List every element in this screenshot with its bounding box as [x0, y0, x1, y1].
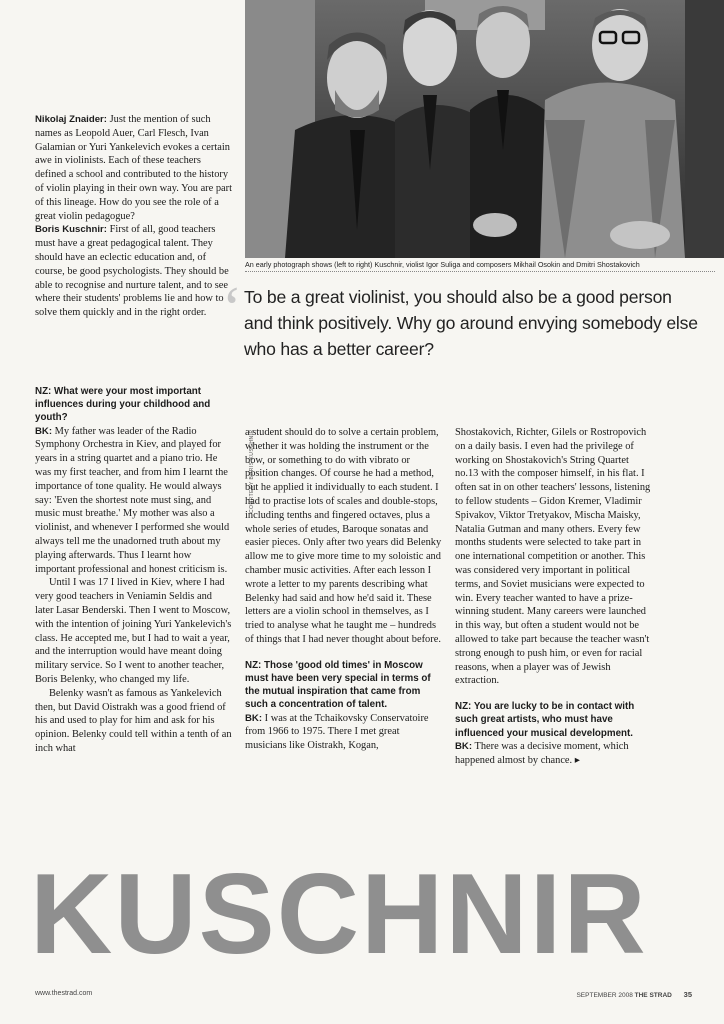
photo-caption: An early photograph shows (left to right) Kuschnir, violist Igor Suliga and composers Mikhail Osokin and Dmitri Shostakovich — [245, 260, 640, 269]
column-two — [245, 426, 443, 753]
body-paragraph: Shostakovich, Richter, Gilels or Rostropovich on a daily basis. I even had the privilege of working on Shostakovich's String Quartet no.13 with the composer himself, in his flat. I often sat in on other teachers' lessons, listening to fellow students – Gidon Kremer, Vladimir Spivakov, Viktor Tretyakov, Mischa Maisky, Natalia Gutman and many others. Every few months students were selected to take part in one international competition or another. This was considered very important in political terms, and Soviet musicians were expected to win. Every teacher wanted to have a prize-winning student. Many careers were launched in this way, but often a student would not be allowed to take part because the teacher wasn't strong enough to push him, or even for racial reasons, when a player was of Jewish extraction. — [455, 427, 651, 687]
photo-credit: COURTESY BORIS KUSCHNIR — [249, 429, 255, 513]
footer-url: www.thestrad.com — [35, 990, 93, 997]
question-heading: NZ: Those 'good old times' in Moscow must have been very special in terms of the mutual inspiration that came from such a concentration of talent. — [245, 659, 431, 711]
column-one — [35, 385, 233, 756]
speaker-label: BK: — [455, 740, 473, 752]
quote-mark-icon: ‘ — [222, 275, 242, 341]
body-paragraph: Until I was 17 I lived in Kiev, where I had very good teachers in Veniamin Seldis and later Lasar Benderski. Then I went to Moscow, with the intention of joining Yuri Yankelevich's class. He accepted me, but I had to wait a year, and the interruption would have meant doing military service. So I went to another teacher, Boris Belenky, who changed my life. — [35, 577, 232, 685]
answer-paragraph — [455, 740, 653, 768]
answer-paragraph — [35, 425, 233, 577]
page-number: 35 — [683, 990, 692, 999]
speaker-label: BK: — [245, 712, 263, 724]
paragraph-text: Just the mention of such names as Leopold Auer, Carl Flesch, Ivan Galamian or Yuri Yankelevich evokes a certain awe in violinists. Each of these teachers defined a school and contributed to the history of violin playing in their own way. You are part of this lineage. How do you see the role of a great violin pedagogue? — [35, 114, 233, 222]
pull-quote: To be a great violinist, you should also be a good person and think positively. Why go around envying somebody else who has a better career? — [244, 287, 698, 359]
body-paragraph: Belenky wasn't as famous as Yankelevich then, but David Oistrakh was a good friend of his and used to play for him and ask for his opinion. Belenky could tell within a tenth of an inch what — [35, 687, 232, 754]
speaker-label: Boris Kuschnir: — [35, 224, 107, 236]
question-heading: NZ: What were your most important influences during your childhood and youth? — [35, 386, 211, 424]
intro-paragraph-bk — [35, 223, 233, 320]
body-paragraph: a student should do to solve a certain problem, whether it was holding the instrument or the bow, or something to do with vibrato or position changes. Of course he had a method, but he applied it individually to each student. I had to practise lots of scales and double-stops, including tenths and fingered octaves, plus a whole series of etudes, Baroque sonatas and easier pieces. Only after two years did Belenky allow me to give more time to my soloistic and chamber music activities. After each lesson I wrote a letter to my parents describing what Belenky had said and how he'd said it. These letters are a violin school in themselves, as I tried to analyse what he taught me – hundreds of things that I had never thought about before. — [245, 427, 442, 645]
header-photo — [245, 0, 724, 258]
answer-paragraph — [245, 712, 443, 753]
paragraph-text: I was at the Tchaikovsky Conservatoire from 1966 to 1975. There I met great musicians like Oistrakh, Kogan, — [245, 712, 429, 752]
article-title: KUSCHNIR — [30, 851, 648, 978]
photo-illustration — [245, 0, 724, 258]
intro-column — [35, 113, 233, 320]
paragraph-gap — [245, 647, 443, 659]
paragraph-text: There was a decisive moment, which happened almost by chance. ▸ — [455, 740, 629, 766]
paragraph-gap — [455, 688, 653, 700]
speaker-label: Nikolaj Znaider: — [35, 114, 107, 125]
intro-paragraph-nz — [35, 113, 233, 223]
footer-magazine-name: THE STRAD — [634, 992, 672, 999]
paragraph-text: My father was leader of the Radio Symphony Orchestra in Kiev, and played for years in a string quartet and a piano trio. He was my first teacher, and from him I learnt the importance of tone quality. He would always say: 'Even the shortest note must sing, and music must breathe.' My mother was also a violinist, and whenever I performed she would always tell me the unadorned truth about my playing afterwards. Thus I learnt how important professional and honest criticism is. — [35, 425, 230, 575]
footer-issue-info — [576, 990, 692, 999]
column-three — [455, 426, 653, 767]
footer-issue-date: SEPTEMBER 2008 — [576, 992, 633, 999]
question-heading: NZ: You are lucky to be in contact with such great artists, who must have influenced your musical development. — [455, 701, 635, 739]
caption-divider — [245, 271, 715, 272]
paragraph-text: First of all, good teachers must have a great pedagogical talent. They should have an eclectic education and, of course, be good psychologists. They should be able to recognise and nurture talent, and to see where their students' problems lie and how to solve them quickly and in the right order. — [35, 224, 229, 319]
speaker-label: BK: — [35, 425, 53, 437]
